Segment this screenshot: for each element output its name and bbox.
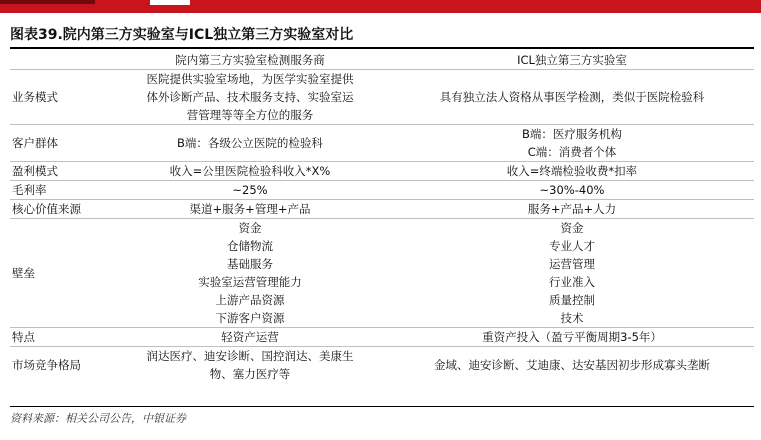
cell-line: 仓储物流	[227, 239, 273, 253]
page-title: 图表39.院内第三方实验室与ICL独立第三方实验室对比	[10, 27, 354, 43]
customers-col3	[390, 125, 754, 162]
cell-line: 营管理等等全方位的服务	[186, 108, 314, 122]
row-label: 毛利率	[10, 181, 110, 200]
header-col1	[10, 51, 110, 70]
row-label: 壁垒	[10, 219, 110, 328]
core-value-col2: 渠道+服务+管理+产品	[110, 200, 390, 219]
header-col3: ICL独立第三方实验室	[390, 51, 754, 70]
cell-line: 行业准入	[549, 275, 595, 289]
row-label: 盈利模式	[10, 162, 110, 181]
source-note: 资料来源：相关公司公告，中银证券	[10, 412, 186, 425]
row-label: 市场竞争格局	[12, 358, 81, 372]
cell-line: 医院提供实验室场地，为医学实验室提供	[146, 72, 354, 86]
gross-margin-col2: ~25%	[110, 181, 390, 200]
cell-line: 技术	[560, 311, 584, 325]
top-banner	[0, 0, 761, 13]
row-business-model	[10, 70, 754, 125]
row-features	[10, 328, 754, 347]
cell-line: C端：消费者个体	[527, 145, 617, 159]
row-label: 核心价值来源	[10, 200, 110, 219]
row-moat	[10, 219, 754, 328]
row-label: 客户群体	[10, 125, 110, 162]
profit-model-col2: 收入=公里医院检验科收入*X%	[110, 162, 390, 181]
cell-line: 润达医疗、迪安诊断、国控润达、美康生	[146, 349, 354, 363]
cell-line: 下游客户资源	[215, 311, 285, 325]
header-row	[10, 51, 754, 70]
cell-line: 实验室运营管理能力	[198, 275, 302, 289]
competition-col2	[110, 347, 390, 384]
cell-line: 体外诊断产品、技术服务支持、实验室运	[146, 90, 354, 104]
row-profit-model	[10, 162, 754, 181]
cell-line: 资金	[560, 221, 584, 235]
competition-col3: 金域、迪安诊断、艾迪康、达安基因初步形成寡头垄断	[434, 358, 710, 372]
cell-line: 运营管理	[549, 257, 595, 271]
features-col3: 重资产投入（盈亏平衡周期3-5年）	[390, 328, 754, 347]
row-customers	[10, 125, 754, 162]
header-col2: 院内第三方实验室检测服务商	[110, 51, 390, 70]
row-gross-margin	[10, 181, 754, 200]
title-rule	[10, 47, 754, 49]
cell-line: 专业人才	[549, 239, 595, 253]
cell-line: 质量控制	[549, 293, 595, 307]
business-col3: 具有独立法人资格从事医学检测，类似于医院检验科	[390, 70, 754, 125]
moat-col3	[390, 219, 754, 328]
features-col2: 轻资产运营	[110, 328, 390, 347]
cell-line: 基础服务	[227, 257, 273, 271]
row-core-value	[10, 200, 754, 219]
comparison-table	[10, 51, 754, 383]
banner-red-bar	[0, 0, 761, 13]
gross-margin-col3: ~30%-40%	[390, 181, 754, 200]
row-label: 业务模式	[10, 70, 110, 125]
row-label: 特点	[10, 328, 110, 347]
banner-notch	[150, 0, 190, 5]
moat-col2	[110, 219, 390, 328]
cell-line: 资金	[238, 221, 262, 235]
row-competition	[10, 347, 754, 384]
customers-col2: B端：各级公立医院的检验科	[110, 125, 390, 162]
business-col2	[110, 70, 390, 125]
cell-line: B端：医疗服务机构	[522, 127, 622, 141]
profit-model-col3: 收入=终端检验收费*扣率	[390, 162, 754, 181]
cell-line: 上游产品资源	[215, 293, 285, 307]
cell-line: 物、塞力医疗等	[209, 367, 291, 381]
core-value-col3: 服务+产品+人力	[390, 200, 754, 219]
banner-dark-segment	[0, 0, 95, 4]
table-bottom-rule	[10, 406, 754, 407]
